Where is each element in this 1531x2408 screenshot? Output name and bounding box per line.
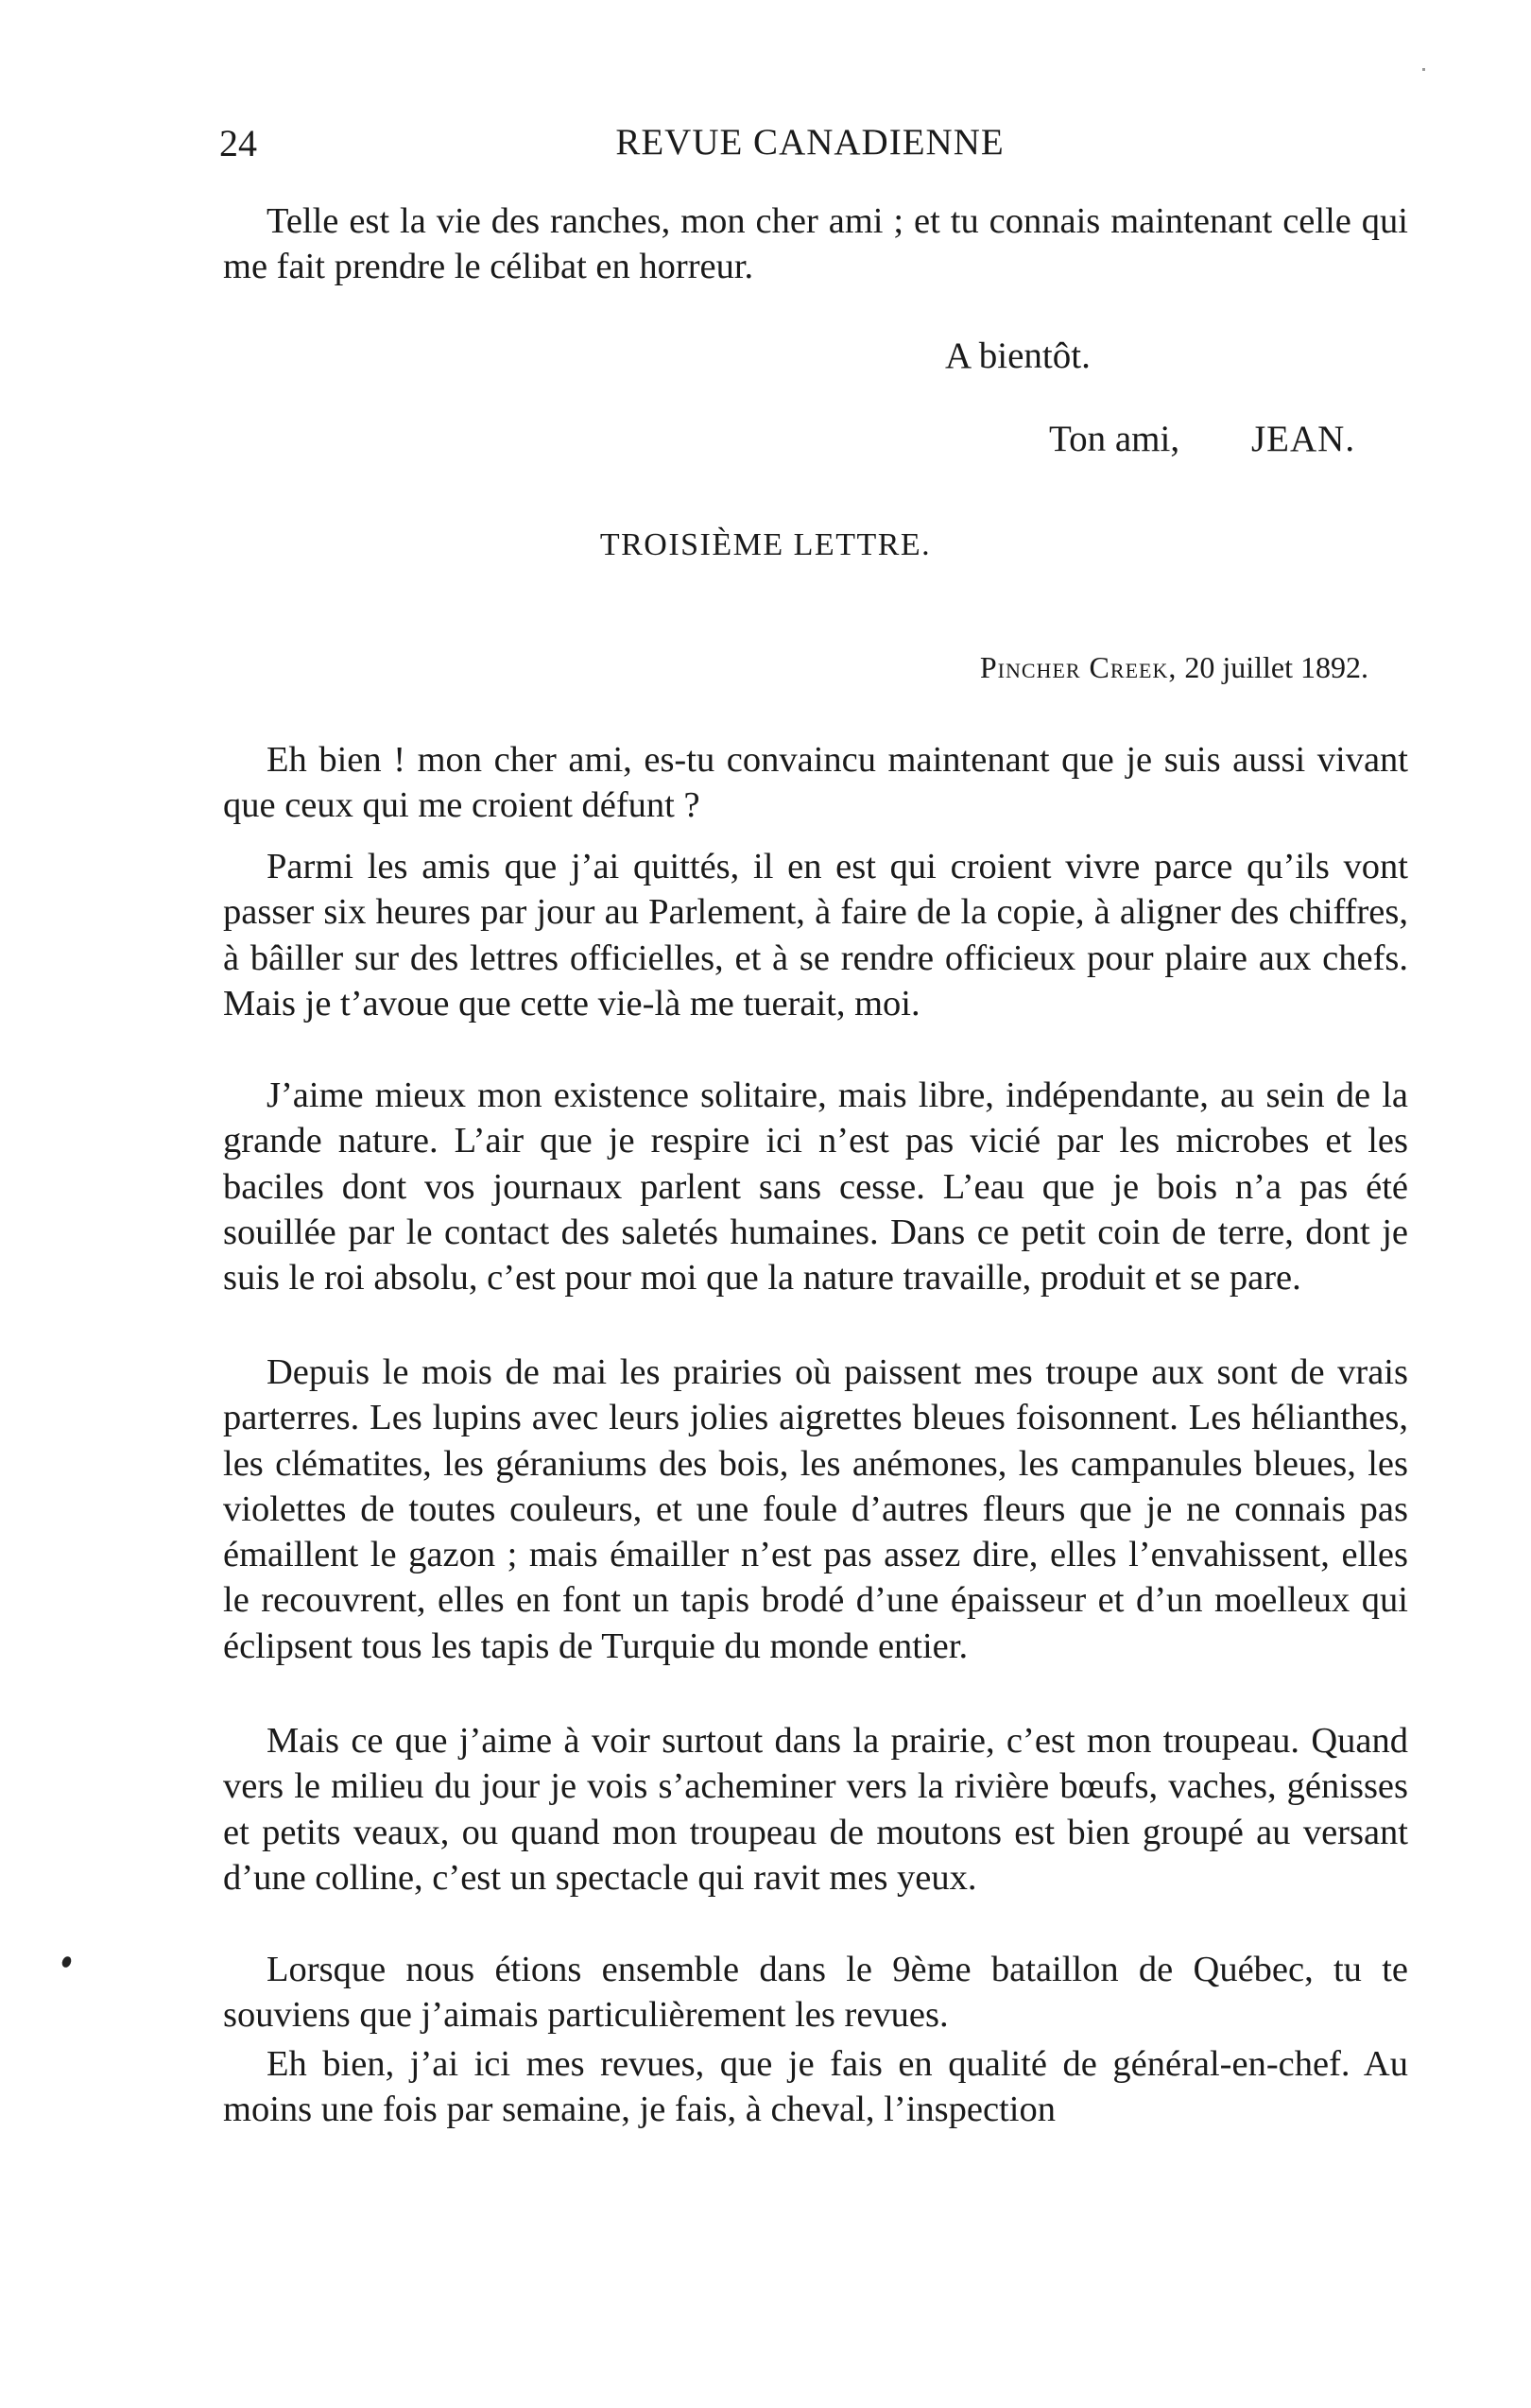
dateline bbox=[980, 650, 1368, 685]
paragraph-5: Mais ce que j’aime à voir surtout dans la prairie, c’est mon troupeau. Quand vers le milieu du jour je vois s’acheminer vers la rivière bœufs, vaches, génisses et petits veaux, ou quand mon troupeau de moutons est bien groupé au versant d’une colline, c’est un spectacle qui ravit mes yeux. bbox=[223, 1721, 1408, 1898]
dateline-date: 20 juillet 1892. bbox=[1184, 650, 1368, 684]
closing-signoff: Ton ami, bbox=[1049, 419, 1180, 459]
section-heading: TROISIÈME LETTRE. bbox=[599, 527, 932, 562]
margin-ink-mark bbox=[60, 1955, 73, 1969]
paragraph-6: Lorsque nous étions ensemble dans le 9ème bataillon de Québec, tu te souviens que j’aimais particulièrement les revues. bbox=[223, 1950, 1408, 2036]
page-header bbox=[219, 121, 1401, 178]
paragraph-7: Eh bien, j’ai ici mes revues, que je fais en qualité de général-en-chef. Au moins une fois par semaine, je fais, à cheval, l’inspection bbox=[223, 2044, 1408, 2130]
paragraph-1: Eh bien ! mon cher ami, es-tu convaincu maintenant que je suis aussi vivant que ceux qui me croient défunt ? bbox=[223, 740, 1408, 826]
closing-signature: JEAN. bbox=[1251, 419, 1356, 459]
paragraph-4: Depuis le mois de mai les prairies où paissent mes troupe aux sont de vrais parterres. Les lupins avec leurs jolies aigrettes bleues foisonnent. Les hélianthes, les clématites, les géraniums des bois, les anémones, les campanules bleues, les violettes de toutes couleurs, et une foule d’autres fleurs que je ne connais pas émaillent le gazon ; mais émailler n’est pas assez dire, elles l’envahissent, elles le recouvrent, elles en font un tapis brodé d’une épaisseur et d’un moelleux qui éclipsent tous les tapis de Turquie du monde entier. bbox=[223, 1352, 1408, 1666]
margin-speck bbox=[1422, 68, 1425, 71]
closing-farewell: A bientôt. bbox=[945, 335, 1091, 376]
page-number: 24 bbox=[219, 122, 257, 164]
paragraph-2: Parmi les amis que j’ai quittés, il en est qui croient vivre parce qu’ils vont passer six heures par jour au Parlement, à faire de la copie, à aligner des chiffres, à bâiller sur des lettres officielles, et à se rendre officieux pour plaire aux chefs. Mais je t’avoue que cette vie-là me tuerait, moi. bbox=[223, 847, 1408, 1023]
running-title: REVUE CANADIENNE bbox=[615, 122, 1005, 163]
dateline-place: Pincher Creek, bbox=[979, 650, 1178, 684]
paragraph-3: J’aime mieux mon existence solitaire, mais libre, indépendante, au sein de la grande nature. L’air que je respire ici n’est pas vicié par les microbes et les baciles dont vos journaux parlent sans cesse. L’eau que je bois n’a pas été souillée par le contact des saletés humaines. Dans ce petit coin de terre, dont je suis le roi absolu, c’est pour moi que la nature travaille, produit et se pare. bbox=[223, 1075, 1408, 1299]
opening-paragraph: Telle est la vie des ranches, mon cher ami ; et tu connais maintenant celle qui me fait prendre le célibat en horreur. bbox=[223, 201, 1408, 287]
